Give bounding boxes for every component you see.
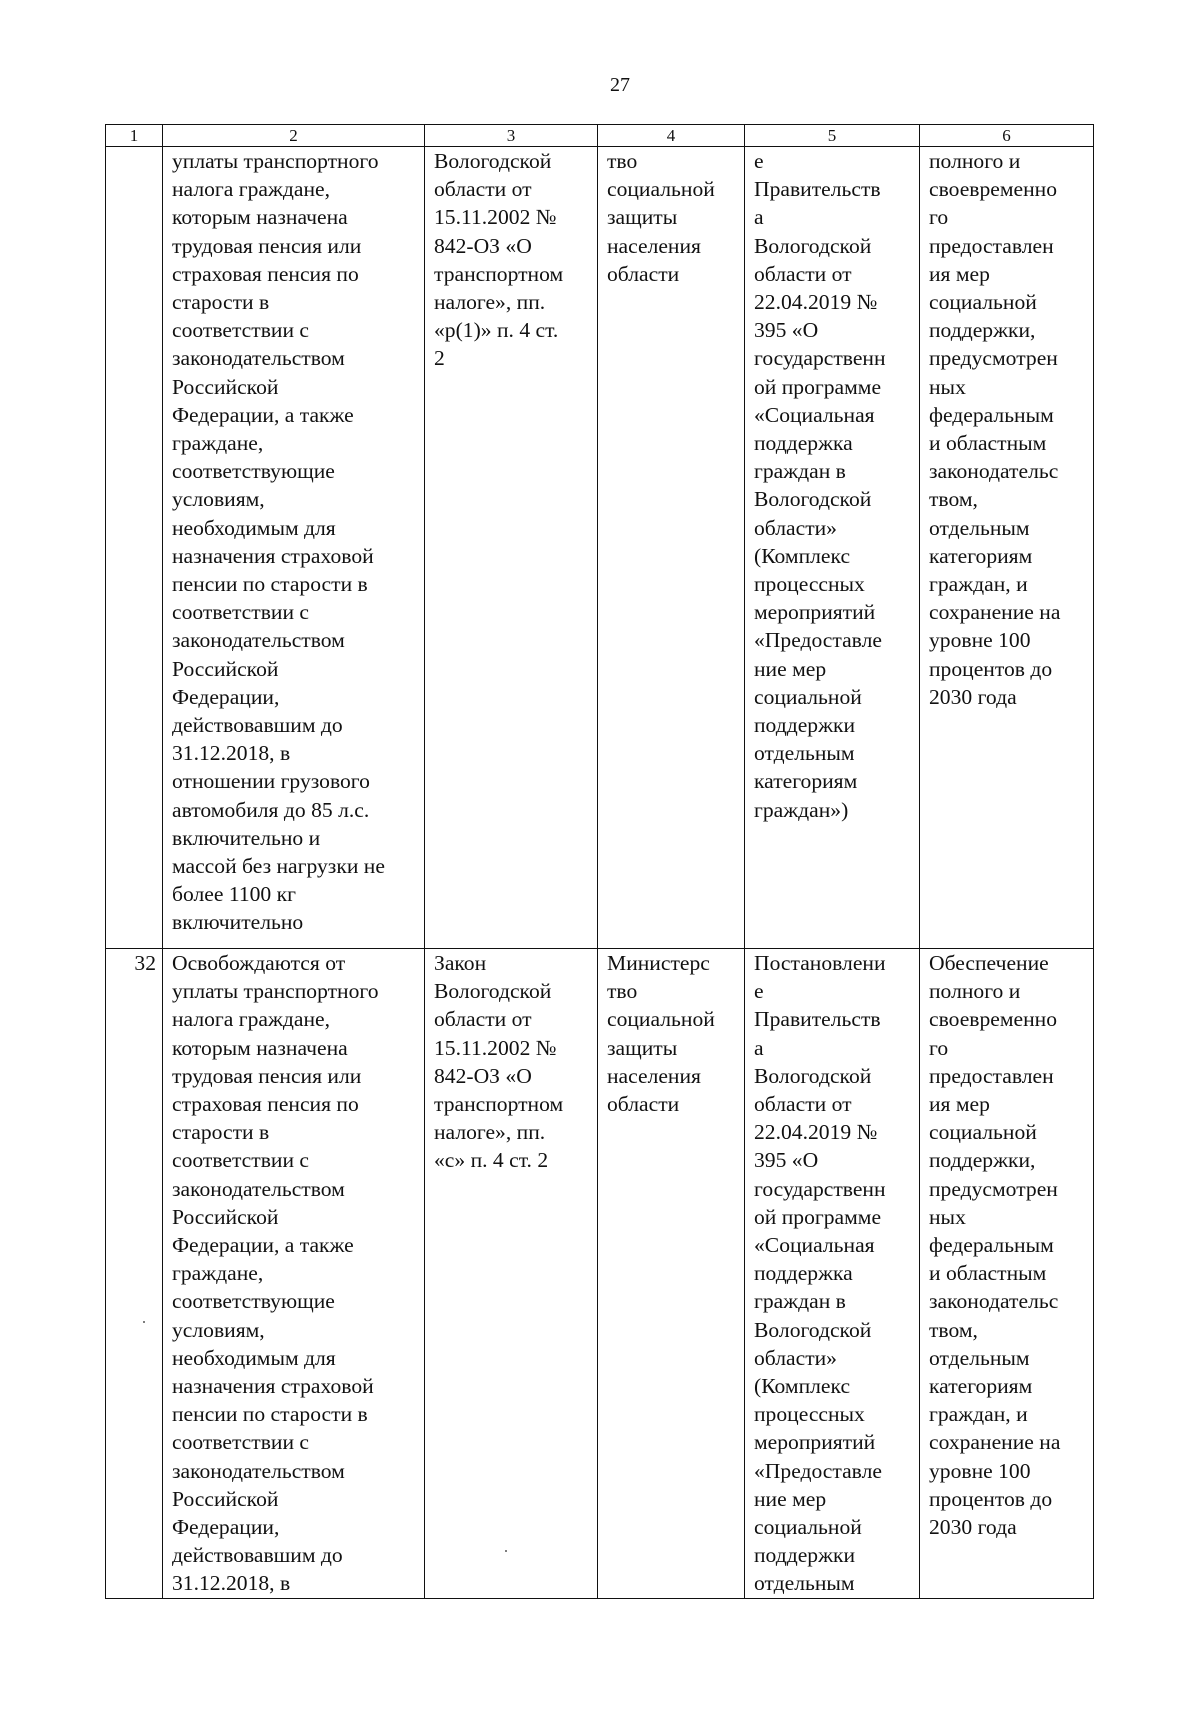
column-number-4: 4 (598, 125, 745, 147)
row-number-cell: 32 (106, 949, 163, 1599)
state-program-cell: Постановлени е Правительств а Вологодской области от 22.04.2019 № 395 «О государственн ой программе «Социальная поддержка граждан в Вологодской области» (Комплекс процессных мероприятий «Предоставле ние мер социальной поддержки отдельным (745, 949, 920, 1599)
table-row (106, 147, 1094, 949)
benefit-description-cell: уплаты транспортного налога граждане, которым назначена трудовая пенсия или страховая пенсия по старости в соответствии с законодательством Российской Федерации, а также граждане, соответствующие условиям, необходимым для назначения страховой пенсии по старости в соответствии с законодательством Российской Федерации, действовавшим до 31.12.2018, в отношении грузового автомобиля до 85 л.с. включительно и массой без нагрузки не более 1100 кг включительно (163, 147, 425, 949)
responsible-authority-cell: тво социальной защиты населения области (598, 147, 745, 949)
goal-cell: полного и своевременно го предоставлен ия мер социальной поддержки, предусмотрен ных федеральным и областным законодательс твом, отдельным категориям граждан, и сохранение на уровне 100 процентов до 2030 года (920, 147, 1094, 949)
column-number-3: 3 (425, 125, 598, 147)
responsible-authority-cell: Министерс тво социальной защиты населения области (598, 949, 745, 1599)
column-number-5: 5 (745, 125, 920, 147)
table-header-row (106, 125, 1094, 147)
goal-cell: Обеспечение полного и своевременно го предоставлен ия мер социальной поддержки, предусмотрен ных федеральным и областным законодательс твом, отдельным категориям граждан, и сохранение на уровне 100 процентов до 2030 года (920, 949, 1094, 1599)
column-number-2: 2 (163, 125, 425, 147)
benefits-table (105, 124, 1094, 1599)
scan-speck (505, 1550, 507, 1552)
legal-act-cell: Вологодской области от 15.11.2002 № 842-ОЗ «О транспортном налоге», пп. «р(1)» п. 4 ст. 2 (425, 147, 598, 949)
column-number-1: 1 (106, 125, 163, 147)
state-program-cell: е Правительств а Вологодской области от 22.04.2019 № 395 «О государственн ой программе «Социальная поддержка граждан в Вологодской области» (Комплекс процессных мероприятий «Предоставле ние мер социальной поддержки отдельным категориям граждан») (745, 147, 920, 949)
benefit-description-cell: Освобождаются от уплаты транспортного налога граждане, которым назначена трудовая пенсия или страховая пенсия по старости в соответствии с законодательством Российской Федерации, а также граждане, соответствующие условиям, необходимым для назначения страховой пенсии по старости в соответствии с законодательством Российской Федерации, действовавшим до 31.12.2018, в (163, 949, 425, 1599)
scan-speck (143, 1321, 145, 1323)
column-number-6: 6 (920, 125, 1094, 147)
page-number: 27 (610, 74, 630, 96)
row-number-cell (106, 147, 163, 949)
table-row (106, 949, 1094, 1599)
legal-act-cell: Закон Вологодской области от 15.11.2002 № 842-ОЗ «О транспортном налоге», пп. «с» п. 4 ст. 2 (425, 949, 598, 1599)
